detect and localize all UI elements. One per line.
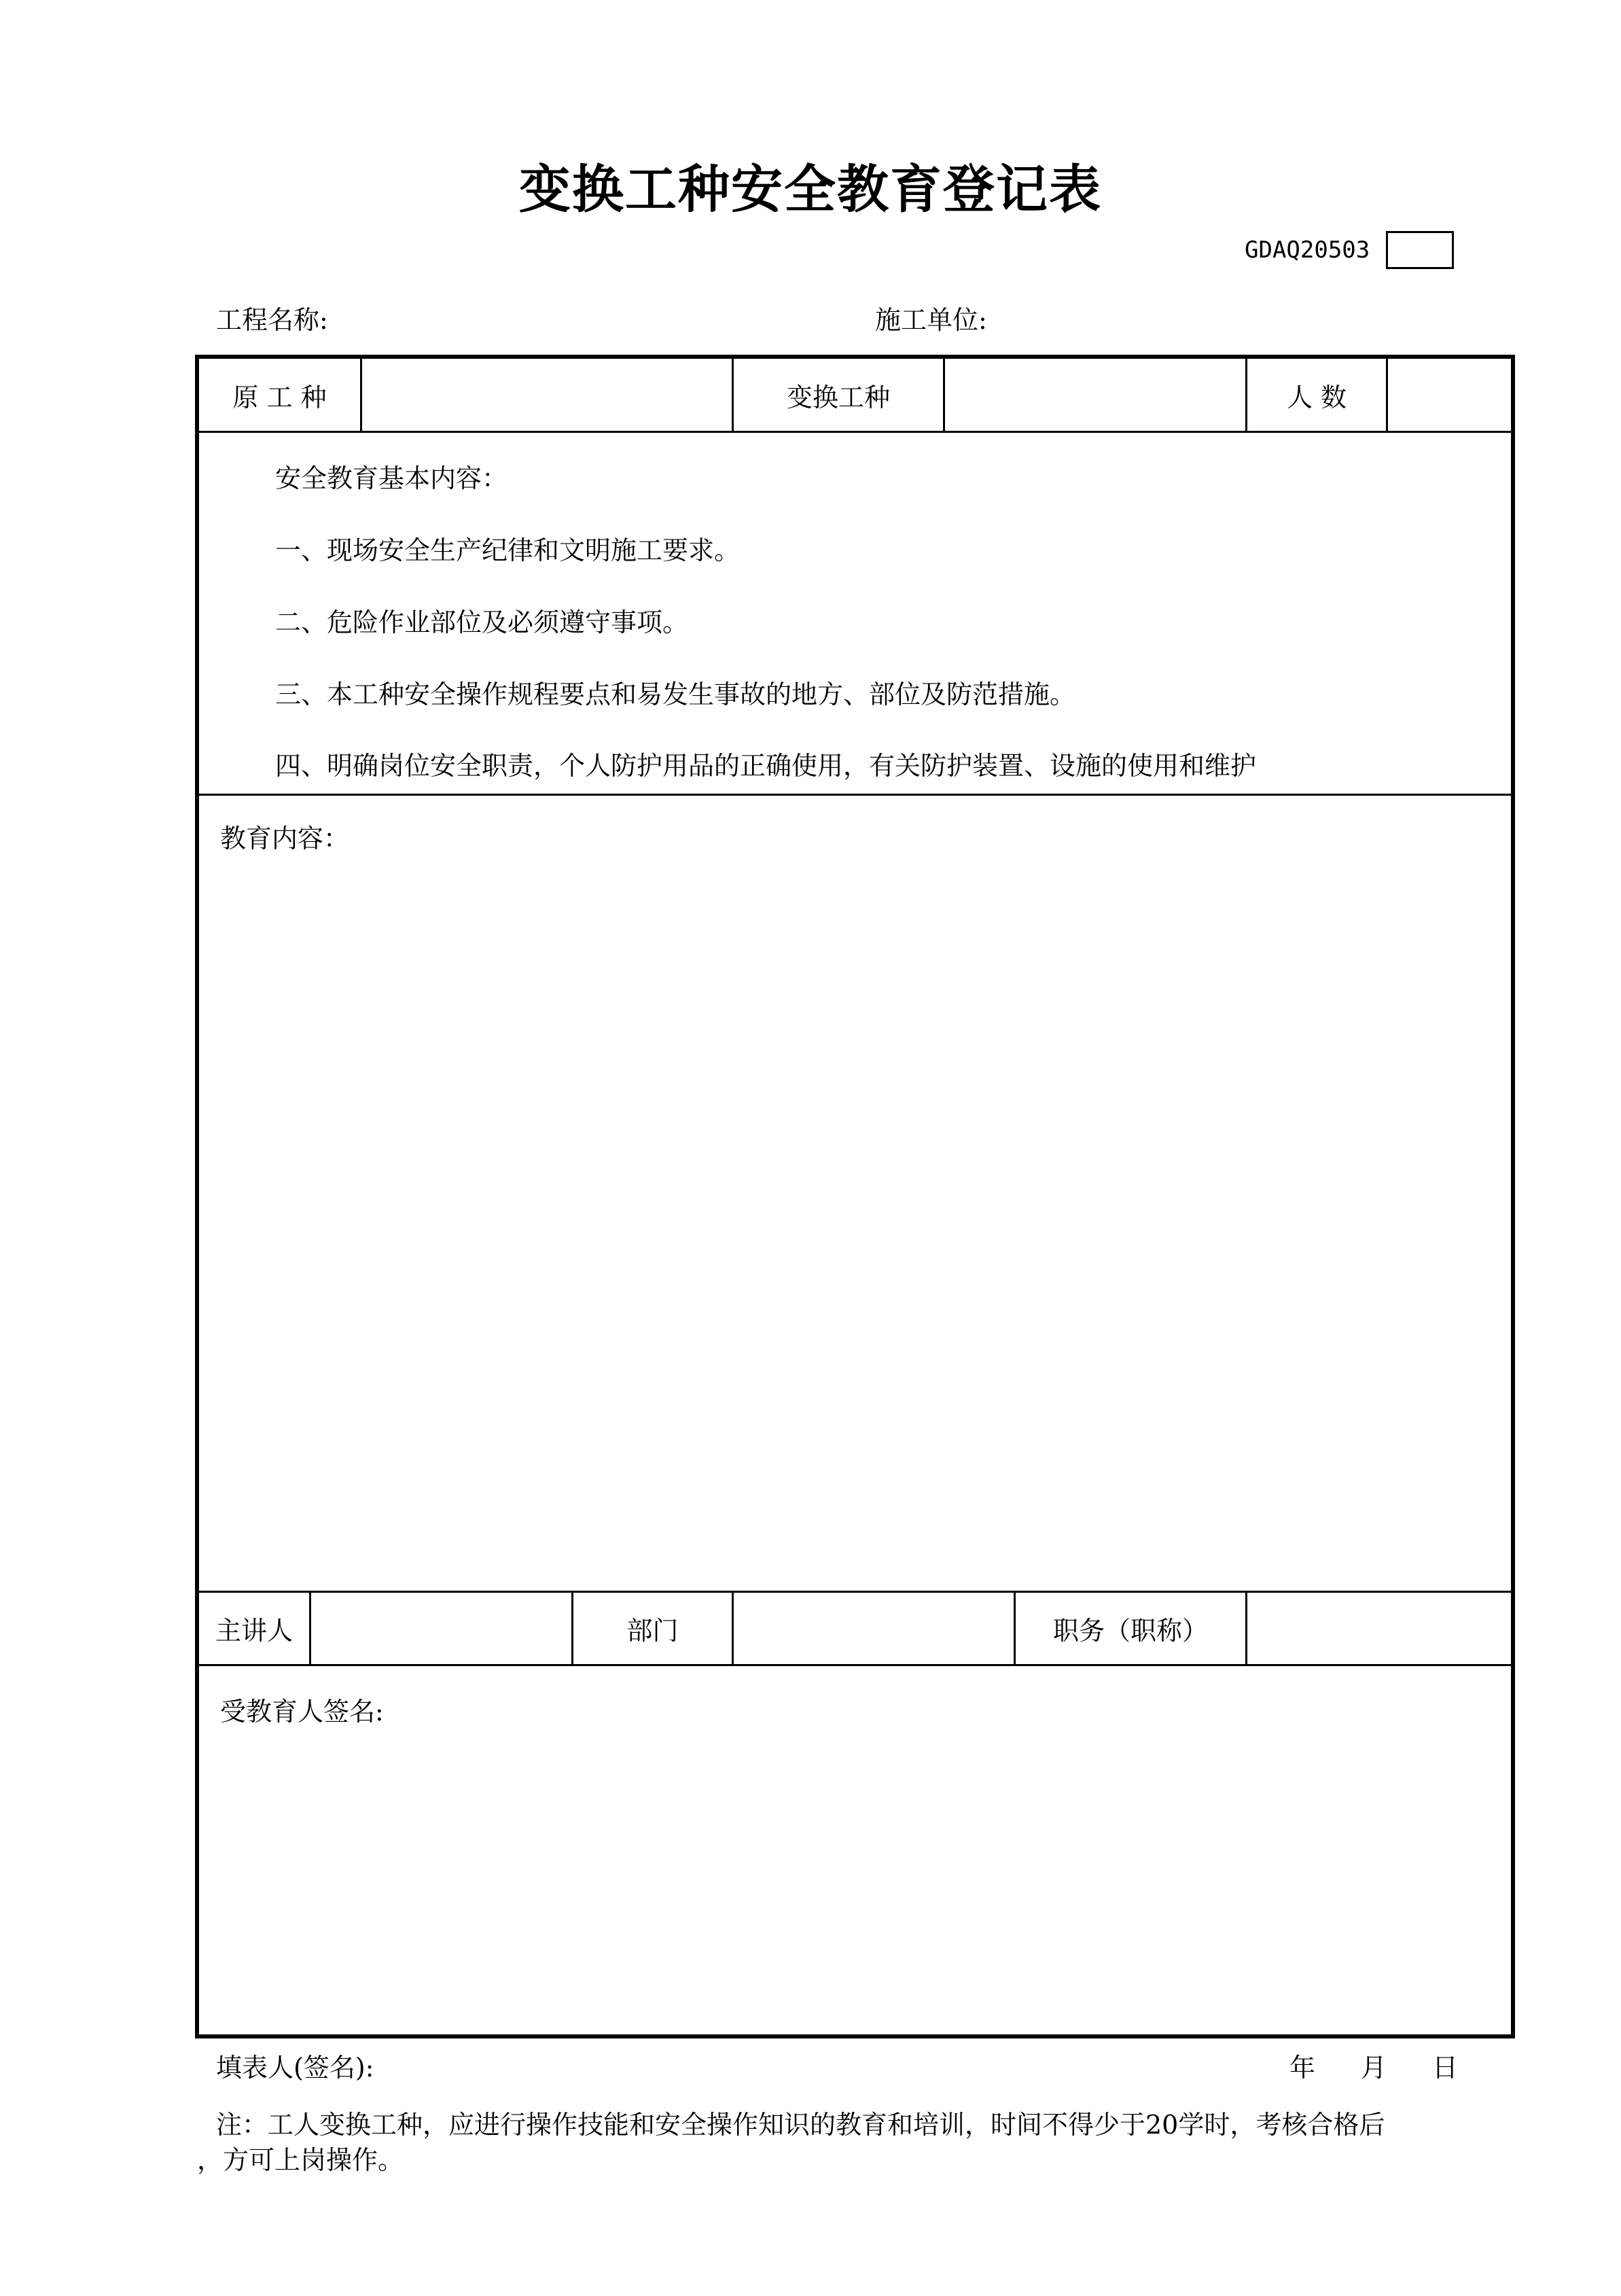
headcount-label: 人 数 [1286, 382, 1347, 412]
form-code: GDAQ20503 [1245, 236, 1370, 264]
basics-item: 三、本工种安全操作规程要点和易发生事故的地方、部位及防范措施。 [275, 679, 1076, 709]
new-job-field[interactable] [945, 359, 1245, 431]
basics-item: 一、现场安全生产纪律和文明施工要求。 [275, 535, 741, 565]
note-line: ，方可上岗操作。 [197, 2145, 404, 2175]
form-number-field[interactable] [1386, 231, 1454, 269]
date-month: 月 [1361, 2053, 1387, 2083]
row-divider [199, 1664, 1511, 1666]
registration-form [195, 355, 1515, 2038]
construction-unit-label: 施工单位: [875, 305, 987, 335]
signature-label: 受教育人签名: [220, 1697, 384, 1727]
lecturer-field[interactable] [311, 1593, 571, 1664]
basics-item: 二、危险作业部位及必须遵守事项。 [275, 607, 689, 637]
date-year: 年 [1289, 2053, 1316, 2083]
department-field[interactable] [734, 1593, 1014, 1664]
position-label: 职务（职称） [1052, 1616, 1208, 1646]
education-content-label: 教育内容： [220, 824, 350, 853]
education-content-area[interactable] [199, 862, 1511, 1589]
project-name-label: 工程名称: [216, 305, 328, 335]
date-day: 日 [1432, 2053, 1459, 2083]
basics-item: 四、明确岗位安全职责，个人防护用品的正确使用，有关防护装置、设施的使用和维护 [275, 751, 1257, 781]
original-job-field[interactable] [362, 359, 732, 431]
headcount-field[interactable] [1388, 359, 1511, 431]
page-title: 变换工种安全教育登记表 [519, 159, 1102, 219]
position-field[interactable] [1247, 1593, 1511, 1664]
original-job-label: 原 工 种 [232, 382, 327, 412]
basics-heading: 安全教育基本内容： [275, 463, 508, 493]
department-label: 部门 [626, 1616, 679, 1646]
row-divider [199, 794, 1511, 796]
new-job-label: 变换工种 [786, 382, 890, 412]
filler-signature-label: 填表人(签名): [216, 2053, 374, 2083]
note-line: 注：工人变换工种，应进行操作技能和安全操作知识的教育和培训，时间不得少于20学时，考核合格后 [216, 2110, 1385, 2140]
row-divider [199, 431, 1511, 433]
signature-area[interactable] [199, 1738, 1511, 2030]
lecturer-label: 主讲人 [215, 1616, 293, 1646]
